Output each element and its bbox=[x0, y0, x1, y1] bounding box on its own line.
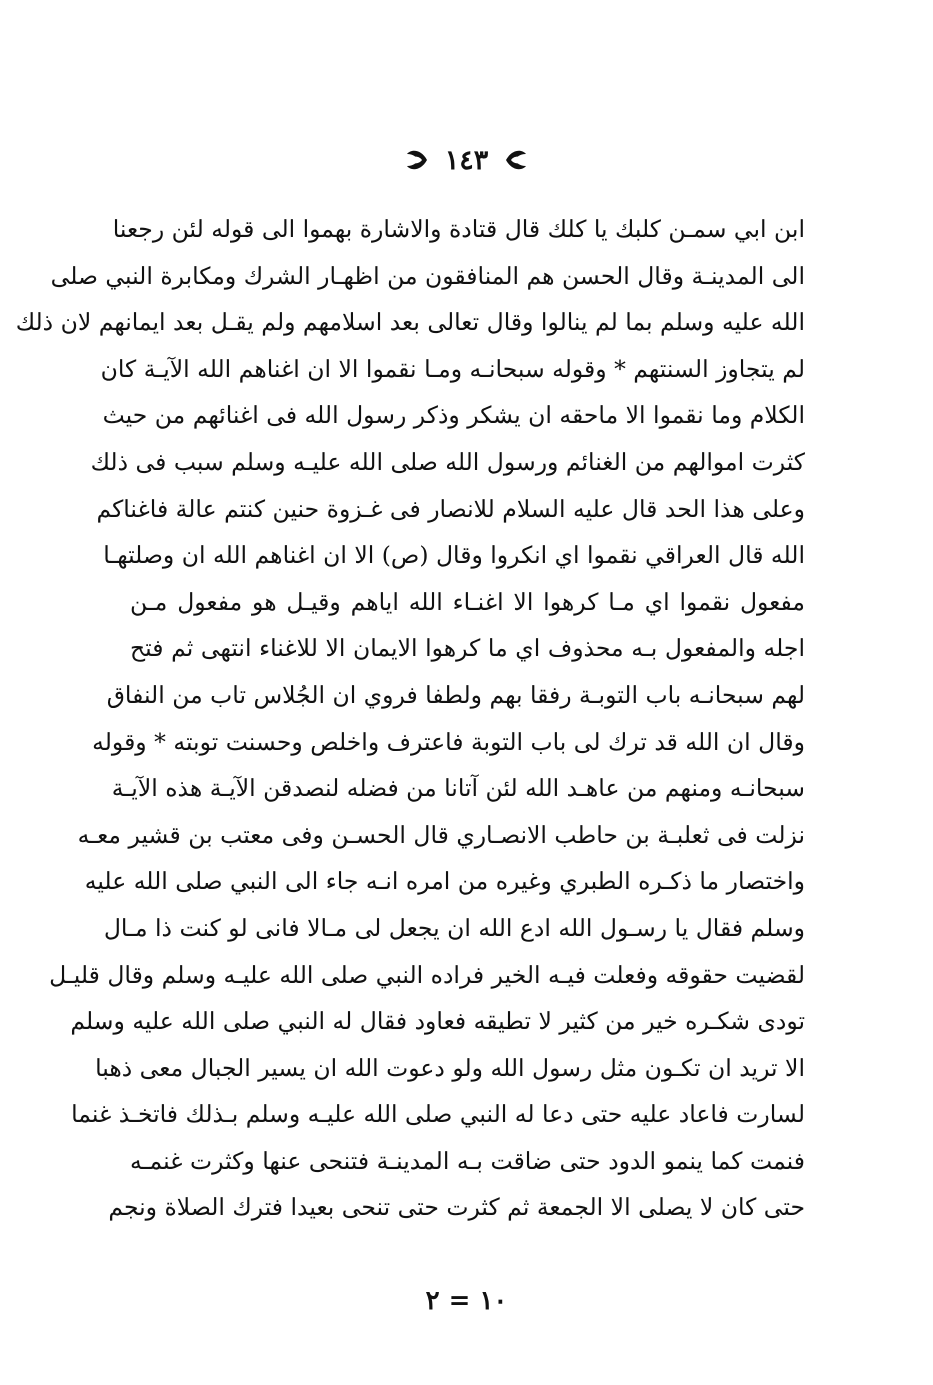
printer-signature: ١٠ = ٢ bbox=[425, 1286, 508, 1316]
text-line: تودى شكـره خير من كثير لا تطيقه فعاود فقال له النبي صلى الله عليه وسلم bbox=[70, 1007, 805, 1036]
text-line: سبحانـه ومنهم من عاهـد الله لئن آتانا من فضله لنصدقن الآيـة هذه الآيـة bbox=[111, 774, 805, 803]
text-line: الا تريد ان تكـون مثل رسول الله ولو دعوت الله ان يسير الجبال معى ذهبا bbox=[95, 1053, 805, 1082]
text-line: لقضيت حقوقه وفعلت فيـه الخير فراده النبي صلى الله عليـه وسلم وقال قليـل bbox=[49, 960, 805, 989]
text-line: الى المدينـة وقال الحسن هم المنافقون من اظهـار الشرك ومكابرة النبي صلى bbox=[50, 261, 805, 290]
text-line: الكلام وما نقموا الا ماحقه ان يشكر وذكر رسول الله فى اغنائهم من حيث bbox=[102, 401, 805, 430]
text-line: فنمت كما ينمو الدود حتى ضاقت بـه المدينـة فتنحى عنها وكثرت غنمـه bbox=[130, 1146, 805, 1175]
text-line: اجله والمفعول بـه محذوف اي ما كرهوا الايمان الا للاغناء انتهى ثم فتح bbox=[130, 634, 805, 663]
text-line: واختصار ما ذكـره الطبري وغيره من امره انـه جاء الى النبي صلى الله عليه bbox=[84, 867, 805, 896]
main-text-block bbox=[15, 206, 805, 1231]
text-line: مفعول نقموا اي مـا كرهوا الا اغنـاء الله اياهم وقيـل هو مفعول مـن bbox=[130, 587, 805, 616]
page-header bbox=[0, 140, 933, 180]
page-number: ١٤٣ bbox=[444, 144, 489, 176]
ornament-left-icon bbox=[403, 145, 431, 175]
text-line: ابن ابي سمـن كلبك يا كلك قال قتادة والاشارة بهموا الى قوله لئن رجعنا bbox=[112, 215, 805, 243]
ornament-right-icon bbox=[502, 145, 530, 175]
text-line: الله قال العراقي نقموا اي انكروا وقال (ص) الا ان اغناهم الله ان وصلتهـا bbox=[103, 541, 805, 570]
text-line: وقال ان الله قد ترك لى باب التوبة فاعترف واخلص وحسنت توبته * وقوله bbox=[92, 727, 805, 756]
text-line: لسارت فاعاد عليه حتى دعا له النبي صلى الله عليـه وسلم بـذلك فاتخـذ غنما bbox=[71, 1100, 805, 1129]
text-line: كثرت اموالهم من الغنائم ورسول الله صلى الله عليـه وسلم سبب فى ذلك bbox=[90, 447, 805, 476]
text-line: لم يتجاوز السنتهم * وقوله سبحانـه ومـا نقموا الا ان اغناهم الله الآيـة كان bbox=[100, 354, 805, 383]
text-line: لهم سبحانـه باب التوبـة رفقا بهم ولطفا فروي ان الجُلاس تاب من النفاق bbox=[106, 680, 805, 709]
text-line: نزلت فى ثعلبـة بن حاطب الانصـاري قال الحسـن وفى معتب بن قشير معـه bbox=[77, 820, 805, 849]
text-line: وعلى هذا الحد قال عليه السلام للانصار فى غـزوة حنين كنتم عالة فاغناكم bbox=[96, 494, 805, 523]
text-line: حتى كان لا يصلى الا الجمعة ثم كثرت حتى تنحى بعيدا فترك الصلاة ونجم bbox=[108, 1193, 805, 1222]
text-line: وسلم فقال يا رسـول الله ادع الله ان يجعل لى مـالا فانى لو كنت ذا مـال bbox=[103, 913, 805, 942]
text-line: الله عليه وسلم بما لم ينالوا وقال تعالى بعد اسلامهم ولم يقـل بعد ايمانهم لان ذلك bbox=[15, 308, 805, 337]
